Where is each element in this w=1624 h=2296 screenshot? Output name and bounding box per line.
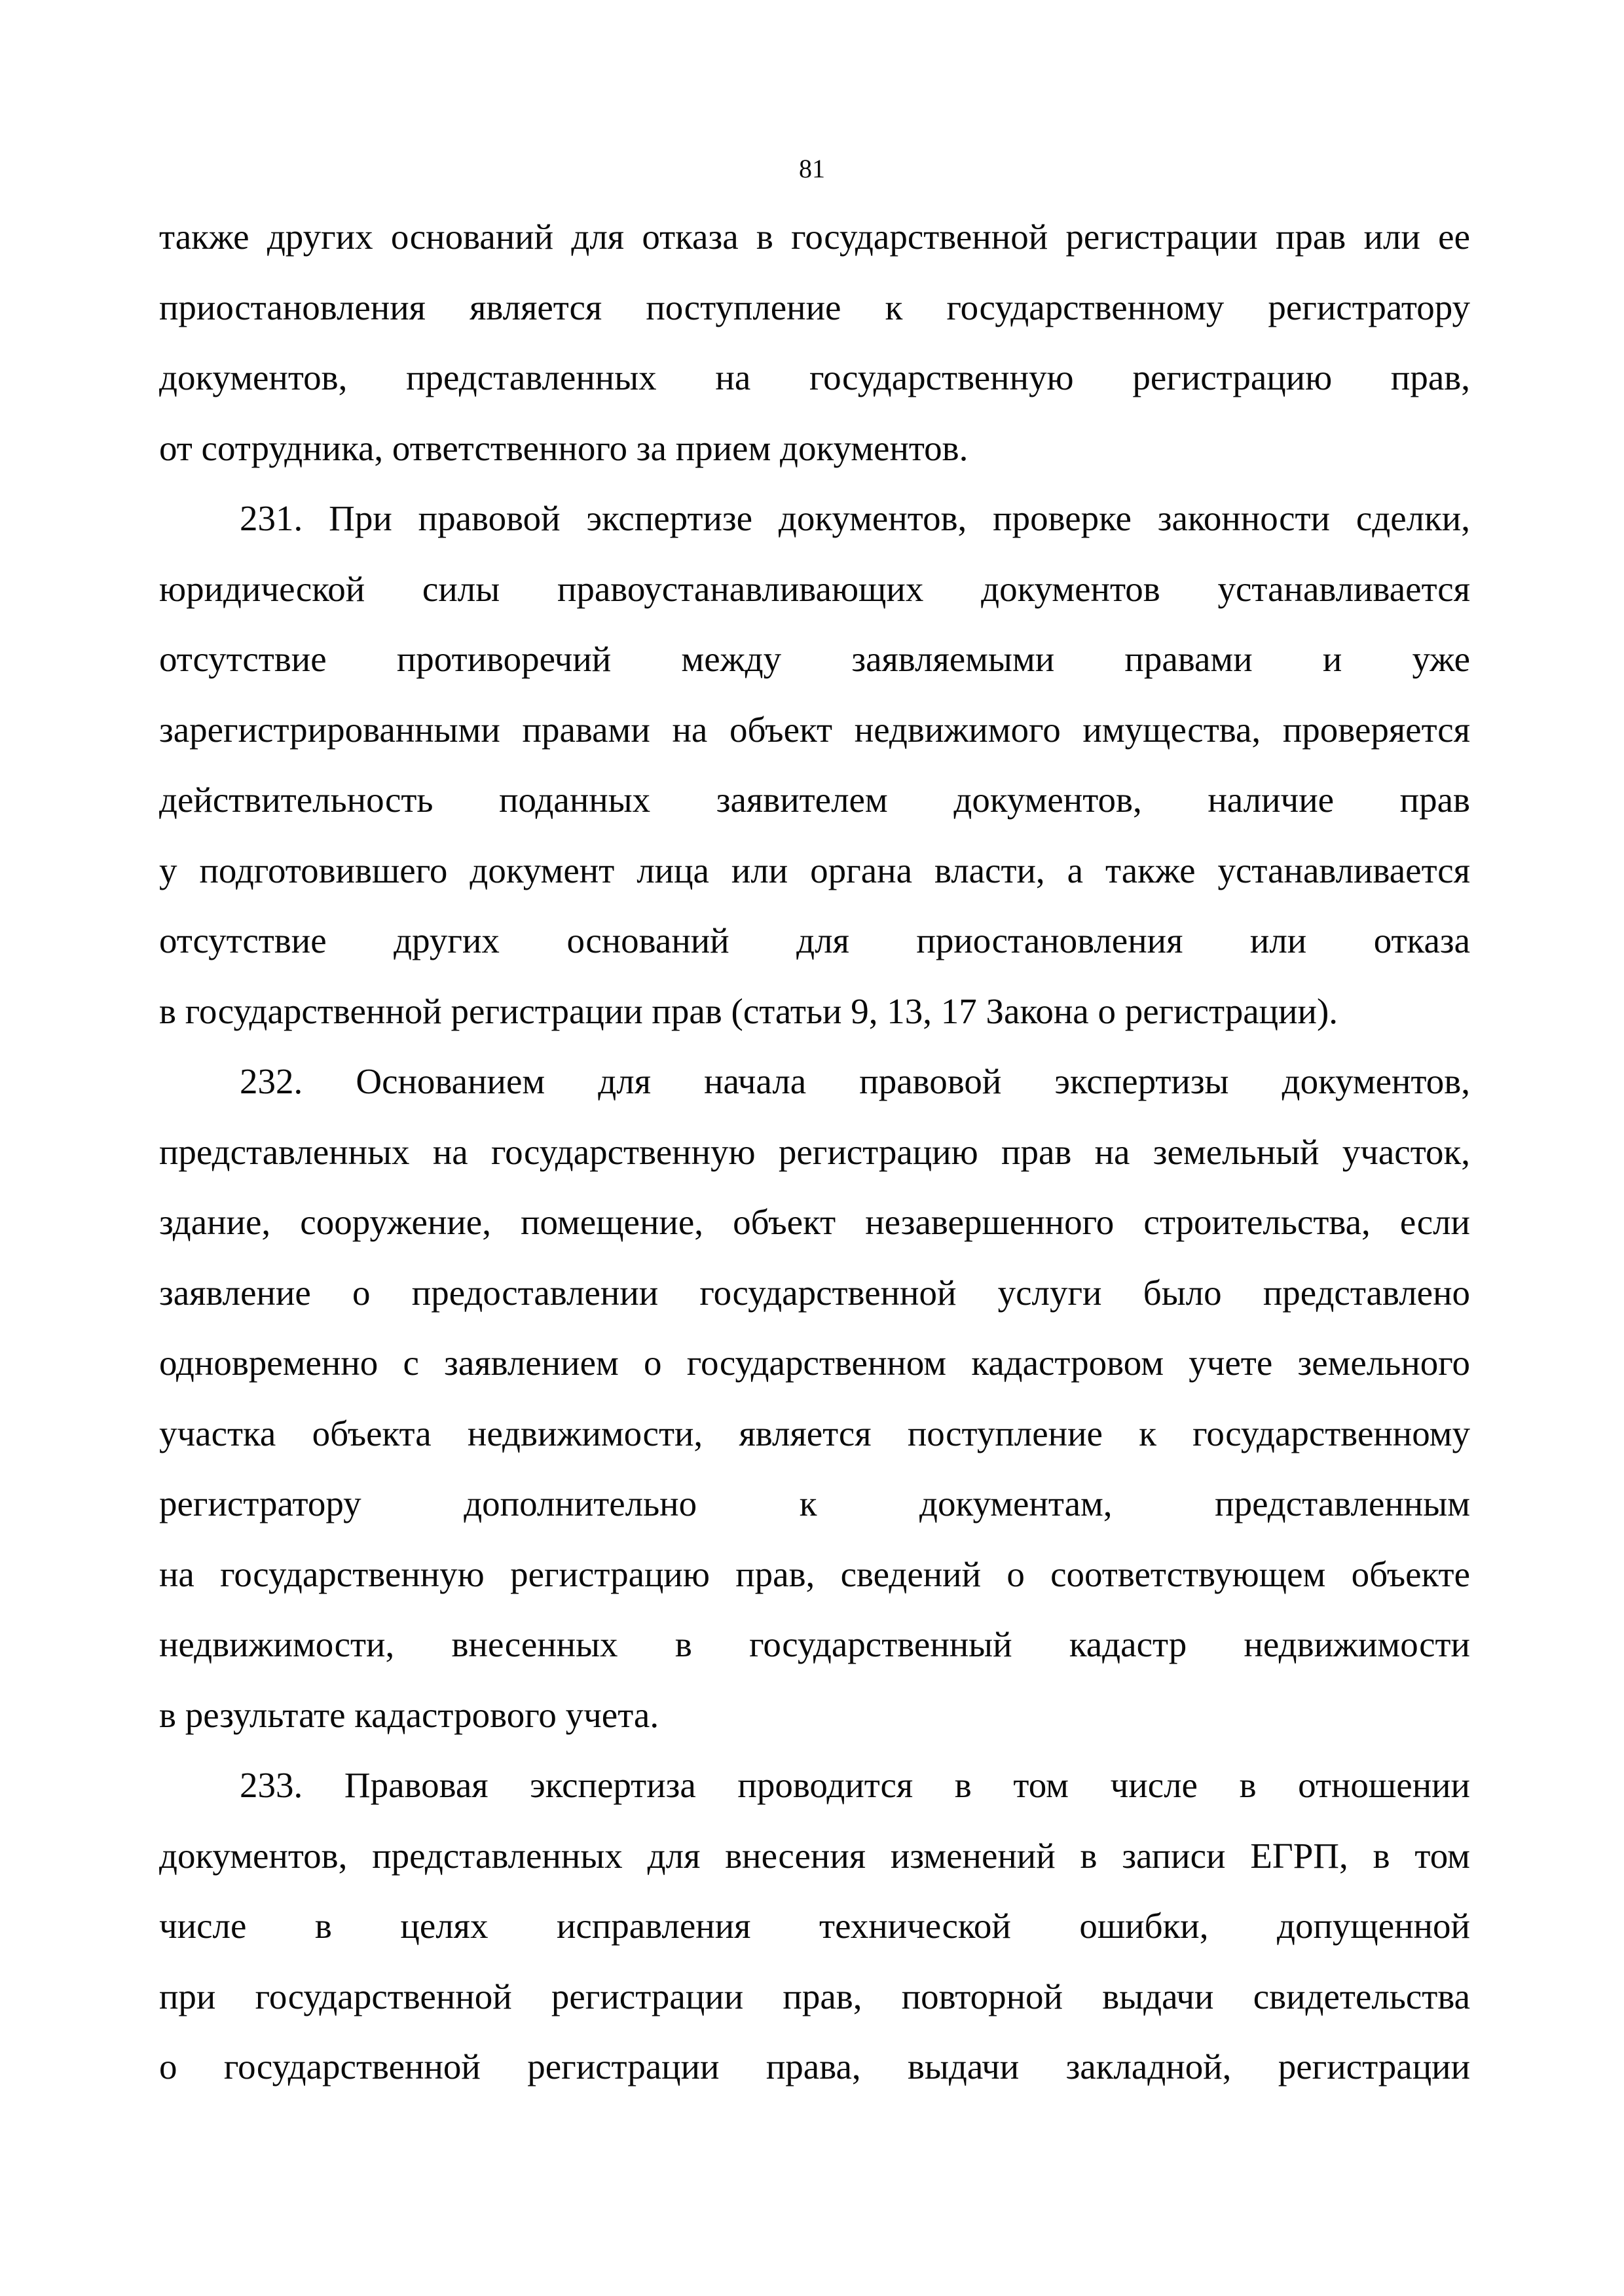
text-line: в государственной регистрации прав (статьи 9, 13, 17 Закона о регистрации). xyxy=(159,991,1338,1031)
text-line: заявление о предоставлении государственной услуги было представлено xyxy=(159,1272,1470,1313)
text-line: также других оснований для отказа в государственной регистрации прав или ее xyxy=(159,217,1470,257)
text-line: действительность поданных заявителем документов, наличие прав xyxy=(159,780,1470,820)
text-line: представленных на государственную регистрацию прав на земельный участок, xyxy=(159,1131,1470,1172)
body-text xyxy=(159,202,1470,2102)
paragraph-first-line: 232. Основанием для начала правовой экспертизы документов, xyxy=(240,1061,1470,1101)
paragraph-first-line: 233. Правовая экспертиза проводится в том числе в отношении xyxy=(240,1765,1470,1805)
text-line: приостановления является поступление к государственному регистратору xyxy=(159,287,1470,327)
text-line: о государственной регистрации права, выдачи закладной, регистрации xyxy=(159,2047,1470,2086)
text-line: документов, представленных для внесения изменений в записи ЕГРП, в том xyxy=(159,1835,1470,1876)
text-line: участка объекта недвижимости, является поступление к государственному xyxy=(159,1413,1470,1453)
text-line: при государственной регистрации прав, повторной выдачи свидетельства xyxy=(159,1976,1470,2016)
text-line: документов, представленных на государственную регистрацию прав, xyxy=(159,357,1470,397)
text-line: юридической силы правоустанавливающих документов устанавливается xyxy=(159,568,1470,609)
text-line: зарегистрированными правами на объект недвижимого имущества, проверяется xyxy=(159,709,1470,750)
text-line: от сотрудника, ответственного за прием документов. xyxy=(159,428,969,468)
text-line: регистратору дополнительно к документам, представленным xyxy=(159,1484,1470,1523)
text-line: отсутствие противоречий между заявляемыми правами и уже xyxy=(159,639,1470,679)
text-line: на государственную регистрацию прав, сведений о соответствующем объекте xyxy=(159,1554,1470,1594)
text-line: здание, сооружение, помещение, объект незавершенного строительства, если xyxy=(159,1202,1470,1242)
text-line: числе в целях исправления технической ошибки, допущенной xyxy=(159,1906,1470,1946)
text-line: отсутствие других оснований для приостановления или отказа xyxy=(159,920,1470,960)
text-line: в результате кадастрового учета. xyxy=(159,1694,659,1735)
text-line: у подготовившего документ лица или органа власти, а также устанавливается xyxy=(159,850,1470,890)
text-line: недвижимости, внесенных в государственный кадастр недвижимости xyxy=(159,1624,1470,1664)
page-number: 81 xyxy=(799,154,825,183)
paragraph-first-line: 231. При правовой экспертизе документов, проверке законности сделки, xyxy=(240,498,1470,538)
text-line: одновременно с заявлением о государственном кадастровом учете земельного xyxy=(159,1343,1470,1383)
